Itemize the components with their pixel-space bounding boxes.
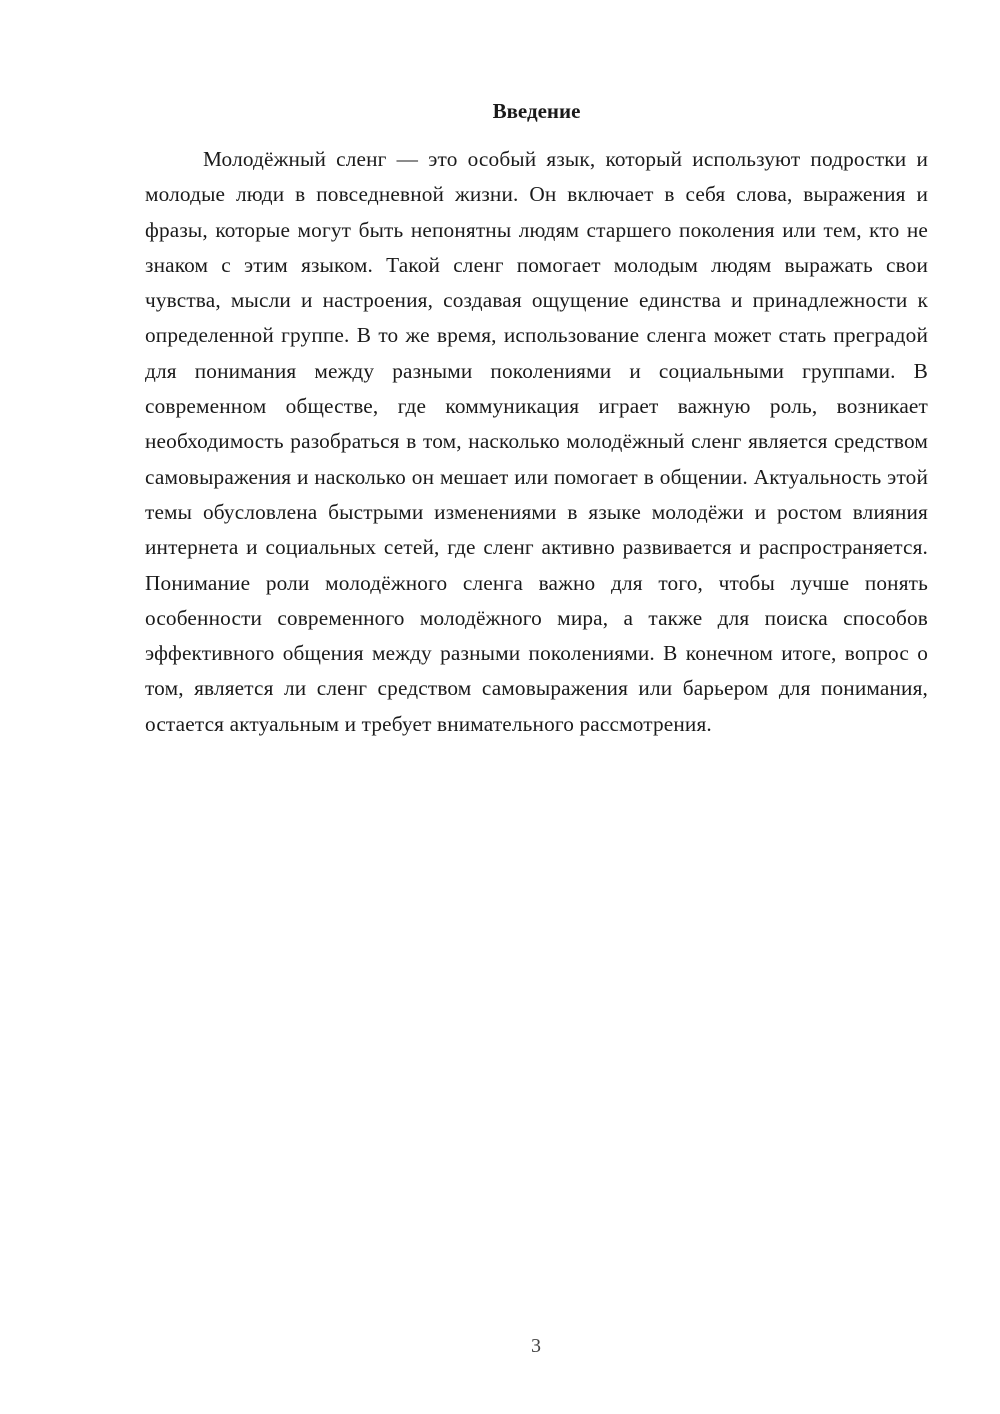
page-number: 3 xyxy=(531,1335,541,1357)
section-heading: Введение xyxy=(492,99,581,123)
body-paragraph: Молодёжный сленг — это особый язык, который используют подростки и молодые люди в повседневной жизни. Он включает в себя слова, выражения и фразы, которые могут быть непонятны людям старшего поколения или тем, кто не знаком с этим языком. Такой сленг помогает молодым людям выражать свои чувства, мысли и настроения, создавая ощущение единства и принадлежности к определенной группе. В то же время, использование сленга может стать преградой для понимания между разными поколениями и социальными группами. В современном обществе, где коммуникация играет важную роль, возникает необходимость разобраться в том, насколько молодёжный сленг является средством самовыражения и насколько он мешает или помогает в общении. Актуальность этой темы обусловлена быстрыми изменениями в языке молодёжи и ростом влияния интернета и социальных сетей, где сленг активно развивается и распространяется. Понимание роли молодёжного сленга важно для того, чтобы лучше понять особенности современного молодёжного мира, а также для поиска способов эффективного общения между разными поколениями. В конечном итоге, вопрос о том, является ли сленг средством самовыражения или барьером для понимания, остается актуальным и требует внимательного рассмотрения. xyxy=(145,147,928,736)
